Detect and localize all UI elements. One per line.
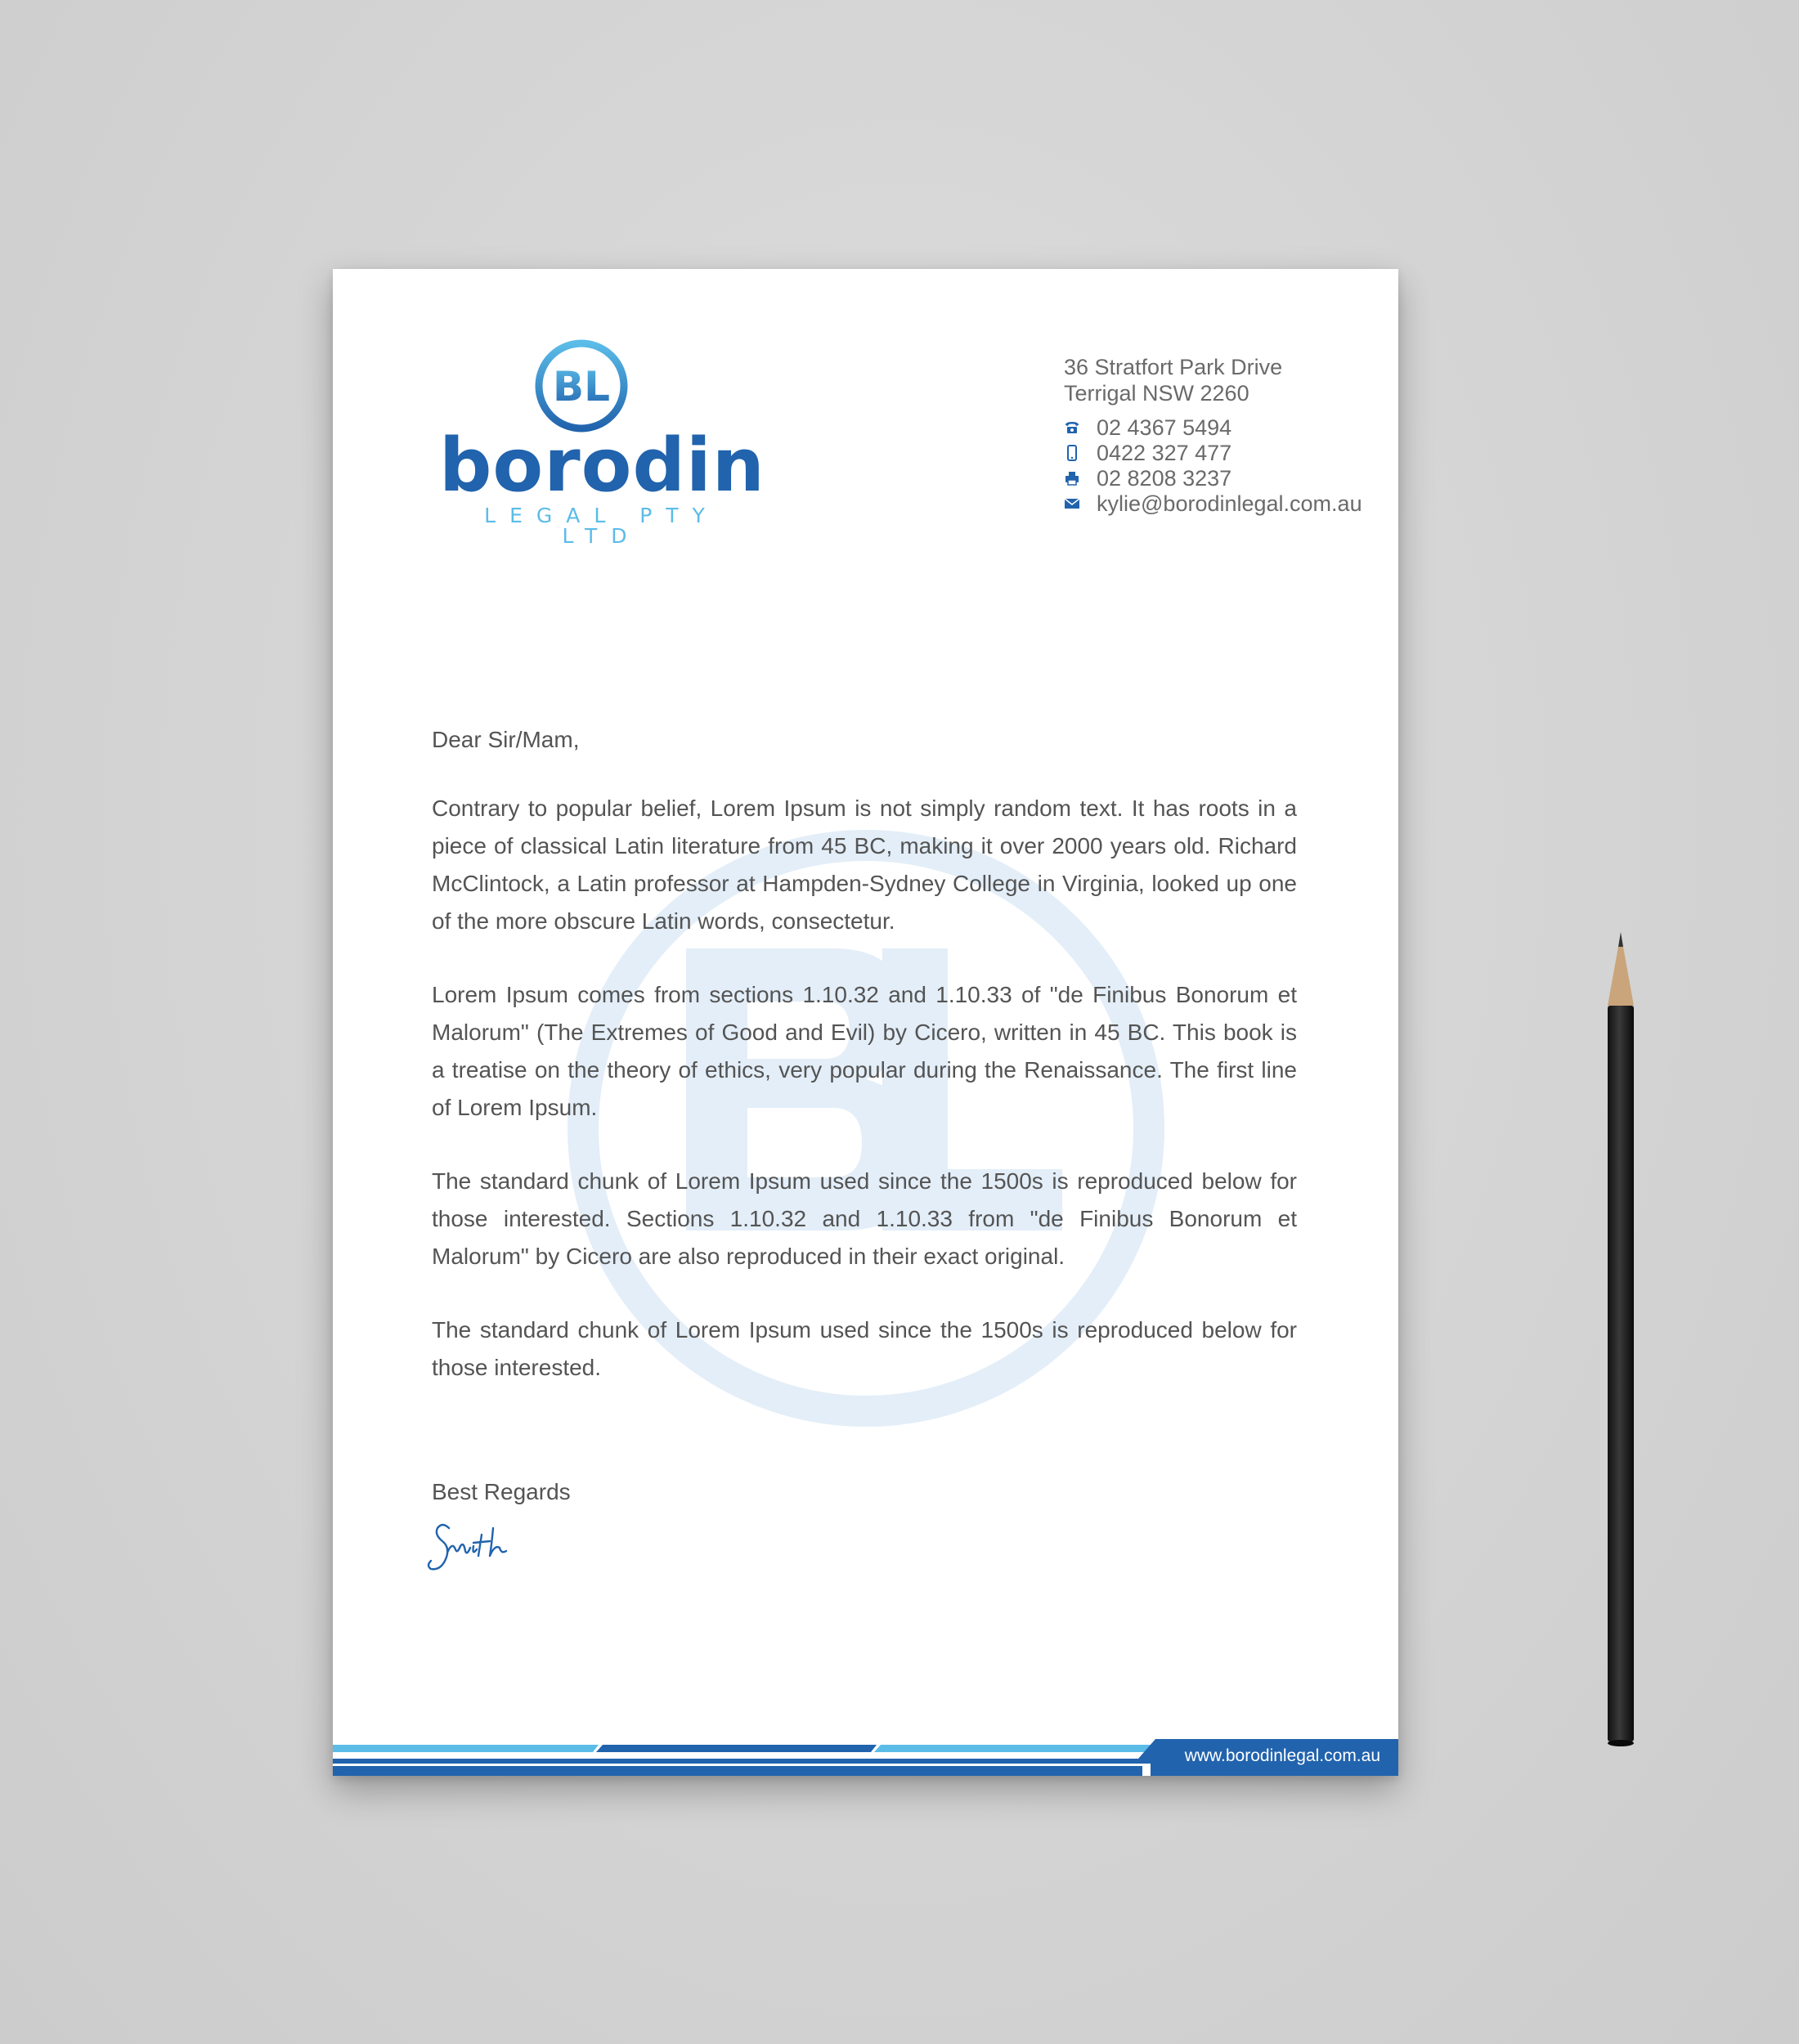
letter-paragraph-1: Contrary to popular belief, Lorem Ipsum is not simply random text. It has roots in a piece of classical Latin literature from 45 BC, making it over 2000 years old. Richard McClintock, a Latin professor at Hampden-Sydney College in Virginia, looked up one of the more obscure Latin words, consectetur.: [432, 796, 1297, 934]
letter-paragraph-2: Lorem Ipsum comes from sections 1.10.32 and 1.10.33 of "de Finibus Bonorum et Malorum" (The Extremes of Good and Evil) by Cicero, written in 45 BC. This book is a treatise on the theory of ethics, very popular during the Renaissance. The first line of Lorem Ipsum.: [432, 982, 1297, 1120]
letter-greeting: Dear Sir/Mam,: [432, 727, 580, 752]
letter-paragraph-3: The standard chunk of Lorem Ipsum used since the 1500s is reproduced below for those interested. Sections 1.10.32 and 1.10.33 from "de Finibus Bonorum et Malorum" by Cicero are also reproduced in their exact original.: [432, 1168, 1297, 1269]
mobile-phone-icon: [1064, 445, 1080, 461]
email-address: kylie@borodinlegal.com.au: [1097, 491, 1362, 516]
fax-icon: [1064, 470, 1080, 486]
handwritten-signature: [424, 1517, 523, 1576]
fax-number: 02 8208 3237: [1097, 465, 1232, 491]
envelope-icon: [1064, 495, 1080, 512]
letter-closing: Best Regards: [432, 1479, 571, 1504]
phone-number: 02 4367 5494: [1097, 415, 1232, 440]
company-logo: [439, 338, 765, 548]
company-tagline: LEGAL PTY LTD: [484, 504, 719, 548]
address-line-1: 36 Stratfort Park Drive: [1064, 355, 1283, 379]
contact-email: [1064, 491, 1362, 516]
contact-block: [1064, 354, 1362, 516]
address-line-2: Terrigal NSW 2260: [1064, 381, 1249, 406]
contact-phone: [1064, 415, 1362, 440]
mobile-number: 0422 327 477: [1097, 440, 1232, 465]
company-name: borodin: [439, 423, 765, 509]
website-link[interactable]: www.borodinlegal.com.au: [1184, 1746, 1380, 1765]
letter-body: [432, 721, 1297, 1423]
pencil: [1604, 932, 1637, 1750]
letterhead-sheet: [333, 269, 1398, 1776]
letter-paragraph-4: The standard chunk of Lorem Ipsum used since the 1500s is reproduced below for those interested.: [432, 1317, 1297, 1380]
monogram-text: BL: [553, 363, 610, 410]
monogram-icon: [533, 338, 630, 434]
telephone-icon: [1064, 419, 1080, 436]
contact-mobile: [1064, 440, 1362, 465]
contact-fax: [1064, 465, 1362, 491]
